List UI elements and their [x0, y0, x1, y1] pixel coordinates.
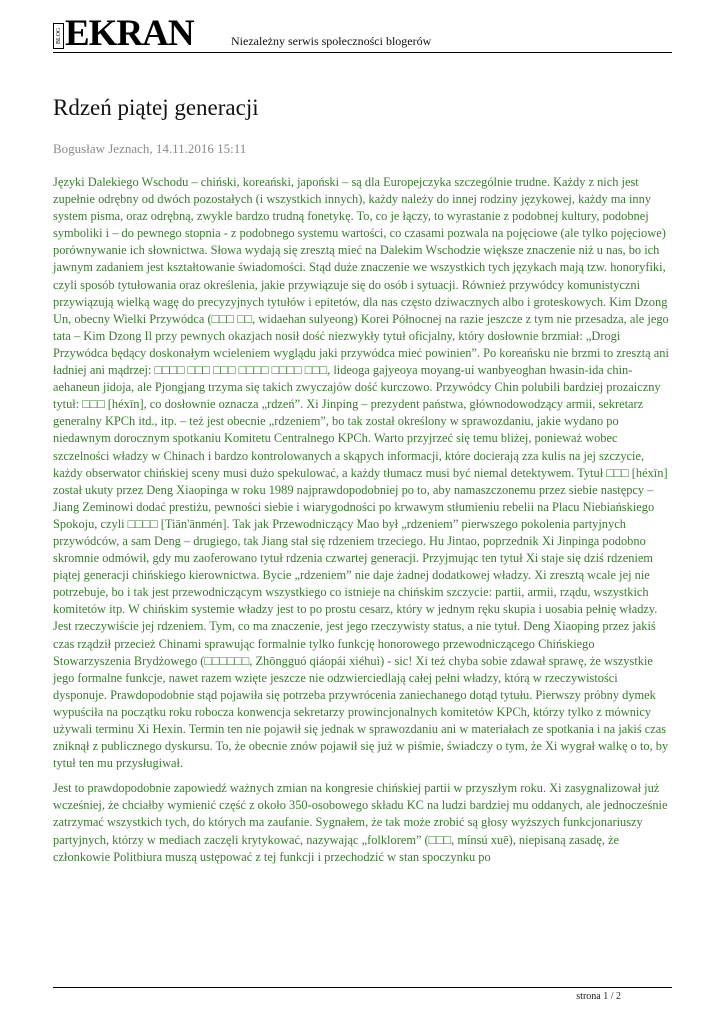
- footer-divider: [53, 987, 672, 988]
- article-paragraph-2: Jest to prawdopodobnie zapowiedź ważnych zmian na kongresie chińskiej partii w przyszłym roku. Xi zasygnalizował już wcześniej, że chciałby wymienić część z około 350-osobowego składu KC na ludzi bardziej mu oddanych, ale jednocześnie zatrzymać wszystkich tych, do których ma zaufanie. Sygnałem, że tak może zrobić są głosy wyższych funkcjonariuszy partyjnych, którzy w mediach zaczęli krytykować, nazywając „folklorem” (□□□, mínsú xuē), niepisaną zasadę, że członkowie Politbiura muszą ustępować z tej funkcji i przechodzić w stan spoczynku po: [53, 781, 668, 864]
- article-paragraph-1: Języki Dalekiego Wschodu – chiński, koreański, japoński – są dla Europejczyka szczególnie trudne. Każdy z nich jest zupełnie odrębny od dwóch pozostałych (i wszystkich innych), każdy należy do innej rodziny językowej, każdy ma inny system pisma, oraz odrębną, zwykle bardzo trudną fonetykę. To, co je łączy, to wyrastanie z podobnej kultury, podobnej symboliki i – do pewnego stopnia - z podobnego systemu wartości, co czasami pozwala na pojęciowe (ale tylko pojęciowe) porównywanie ich słownictwa. Słowa wydają się zresztą mieć na Dalekim Wschodzie większe znaczenie niż u nas, bo ich jawnym zadaniem jest kształtowanie świadomości. Stąd duże znaczenie we wszystkich tych językach mają tzw. honoryfiki, czyli sposób tytułowania oraz określenia, jakie przywiązuje się do osób i sytuacji. Również przywódcy komunistyczni przywiązują wielką wagę do precyzyjnych tytułów i epitetów, dla nas często dziwacznych albo i groteskowych. Kim Dzong Un, obecny Wielki Przywódca (□□□ □□, widaehan sulyeong) Korei Północnej na razie jeszcze z tym nie przesadza, ale jego tata – Kim Dzong Il przy pewnych okazjach nosił dość niezwykły tytuł oficjalny, który dosłownie brzmiał: „Drogi Przywódca będący doskonałym wcieleniem wyglądu jaki przywódca mieć powinien”. Po koreańsku nie brzmi to zresztą ani ładniej ani mądrzej: □□□□ □□□ □□□ □□□□ □□□□ □□□, lideoga gajyeoya moyang-ui wanbyeoghan hwasin-ida chin-aehaneun jidoja, ale Pjongjang trzyma się takich zwyczajów dość kurczowo. Przywódcy Chin polubili bardziej prozaiczny tytuł: □□□ [héxīn], co dosłownie oznacza „rdzeń”. Xi Jinping – prezydent państwa, głównodowodzący armii, sekretarz generalny KPCh itd., itp. – też jest obecnie „rdzeniem”, bo tak został określony w sprawozdaniu, jakie wydano po niedawnym dorocznym spotkaniu Komitetu Centralnego KPCh. Warto przyjrzeć się temu bliżej, ponieważ wobec szczelności władzy w Chinach i bardzo kontrolowanych a skąpych informacji, które docierają zza kulis na jej szczycie, każdy obserwator chińskiej sceny musi dużo spekulować, a każdy tłumacz musi być niemal detektywem. Tytuł □□□ [héxīn] został ukuty przez Deng Xiaopinga w roku 1989 najprawdopodobniej po to, aby namaszczonemu przez siebie następcy – Jiang Zeminowi dodać prestiżu, pewności siebie i wiarygodności po krwawym stłumieniu rebelii na Placu Niebiańskiego Spokoju, czyli □□□□ [Tiān'ānmén]. Tak jak Przewodniczący Mao był „rdzeniem” pierwszego pokolenia partyjnych przywódców, a sam Deng – drugiego, tak Jiang stał się rdzeniem trzeciego. Hu Jintao, poprzednik Xi Jinpinga podobno skromnie odmówił, gdy mu zaoferowano tytuł rdzenia czwartej generacji. Przyjmując ten tytuł Xi staje się dziś rdzeniem piątej generacji chińskiego kierownictwa. Bycie „rdzeniem” nie daje żadnej dodatkowej władzy. Xi zresztą wcale jej nie potrzebuje, bo i tak jest przewodniczącym wszystkiego co istnieje na chińskim szczycie: partii, armii, rządu, wszystkich komitetów itp. W chińskim systemie władzy jest to po prostu cesarz, który w jednym ręku skupia i uosabia pełnię władzy. Jest rzeczywiście jej rdzeniem. Tym, co ma znaczenie, jest jego rzeczywisty status, a nie tytuł. Deng Xiaoping przez jakiś czas rządził przecież Chinami sprawując formalnie tylko funkcję honorowego przewodniczącego Chińskiego Stowarzyszenia Brydżowego (□□□□□□, Zhōngguó qiáopái xiéhuì) - sic! Xi też chyba sobie zdawał sprawę, że wszystkie jego formalne funkcje, nawet razem wzięte jeszcze nie odzwierciedlają całej pełni władzy, którą w rzeczywistości dysponuje. Prawdopodobnie stąd pojawiła się potrzeba przywrócenia zaniechanego dotąd tytułu. Pierwszy próbny dymek wypuściła na początku roku robocza konwencja sekretarzy prowincjonalnych komitetów KPCh, którzy tylko z mównicy używali terminu Xi Hexin. Termin ten nie pojawił się jednak w sprawozdaniu ani w materiałach ze spotkania i na jakiś czas zniknął z publicznego dyskursu. To, że obecnie znów pojawił się już w piśmie, świadczy o tym, że Xi wygrał walkę o to, by tytuł ten mu przysługiwał.: [53, 175, 669, 771]
- site-logo[interactable]: [53, 14, 194, 52]
- site-tagline: Niezależny serwis społeczności blogerów: [231, 34, 432, 48]
- header-divider: [53, 52, 672, 53]
- logo-text: EKRAN: [65, 13, 194, 54]
- logo-badge: BLOG: [53, 23, 64, 49]
- site-header: [53, 14, 672, 54]
- article-byline: Bogusław Jeznach, 14.11.2016 15:11: [53, 141, 247, 156]
- article-title: Rdzeń piątej generacji: [53, 95, 259, 120]
- article-body: [53, 174, 673, 874]
- page-number: strona 1 / 2: [576, 991, 621, 1002]
